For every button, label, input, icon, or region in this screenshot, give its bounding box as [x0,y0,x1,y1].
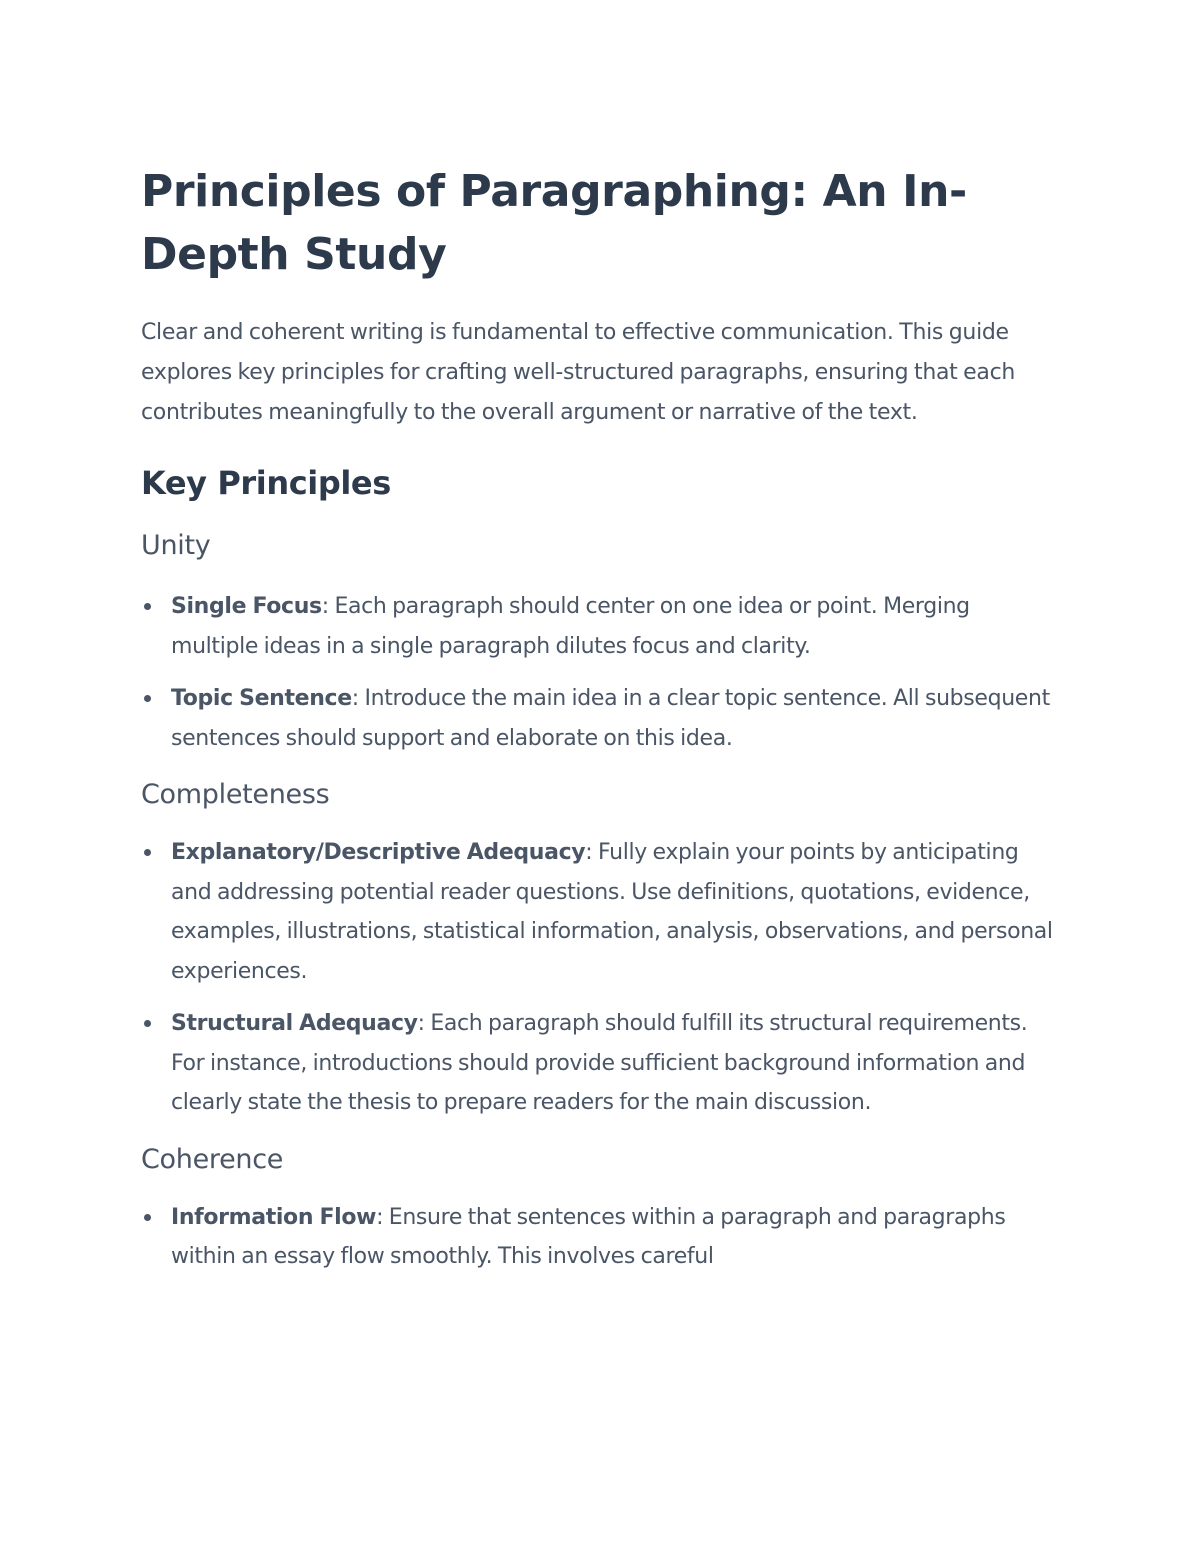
item-term: Explanatory/Descriptive Adequacy [171,840,586,865]
completeness-list [141,833,1061,1123]
bullet-icon [144,1214,151,1221]
section-heading-completeness: Completeness [141,779,330,810]
bullet-icon [144,849,151,856]
page-title: Principles of Paragraphing: An In-Depth Study [141,166,967,280]
bullet-icon [144,695,151,702]
list-item [141,833,1061,991]
item-term: Single Focus [171,594,322,619]
list-item [141,1004,1061,1123]
item-text: : Each paragraph should center on one idea or point. Merging multiple ideas in a single paragraph dilutes focus and clarity. [171,594,970,659]
list-item [141,679,1061,758]
intro-paragraph: Clear and coherent writing is fundamental to effective communication. This guide explores key principles for crafting well-structured paragraphs, ensuring that each contributes meaningfully to the overall argument or narrative of the text. [141,320,1016,425]
item-text: : Each paragraph should fulfill its structural requirements. For instance, introductions should provide sufficient background information and clearly state the thesis to prepare readers for the main discussion. [171,1011,1028,1115]
document-page [141,160,1061,1277]
list-item [141,587,1061,666]
unity-list [141,587,1061,758]
key-principles-heading: Key Principles [141,464,391,502]
bullet-icon [144,603,151,610]
list-item [141,1198,1061,1277]
item-term: Topic Sentence [171,686,352,711]
item-term: Structural Adequacy [171,1011,418,1036]
item-term: Information Flow [171,1204,377,1230]
bullet-icon [144,1020,151,1027]
coherence-list [141,1198,1061,1277]
item-text: : Fully explain your points by anticipating and addressing potential reader questions. Use definitions, quotations, evidence, examples, illustrations, statistical information, analysis, observations, and personal experiences. [171,840,1053,984]
section-heading-coherence: Coherence [141,1143,284,1175]
section-heading-unity: Unity [141,530,211,561]
item-text: : Introduce the main idea in a clear topic sentence. All subsequent sentences should support and elaborate on this idea. [171,686,1050,751]
item-text: : Ensure that sentences within a paragraph and paragraphs within an essay flow smoothly. This involves careful [171,1204,1006,1269]
